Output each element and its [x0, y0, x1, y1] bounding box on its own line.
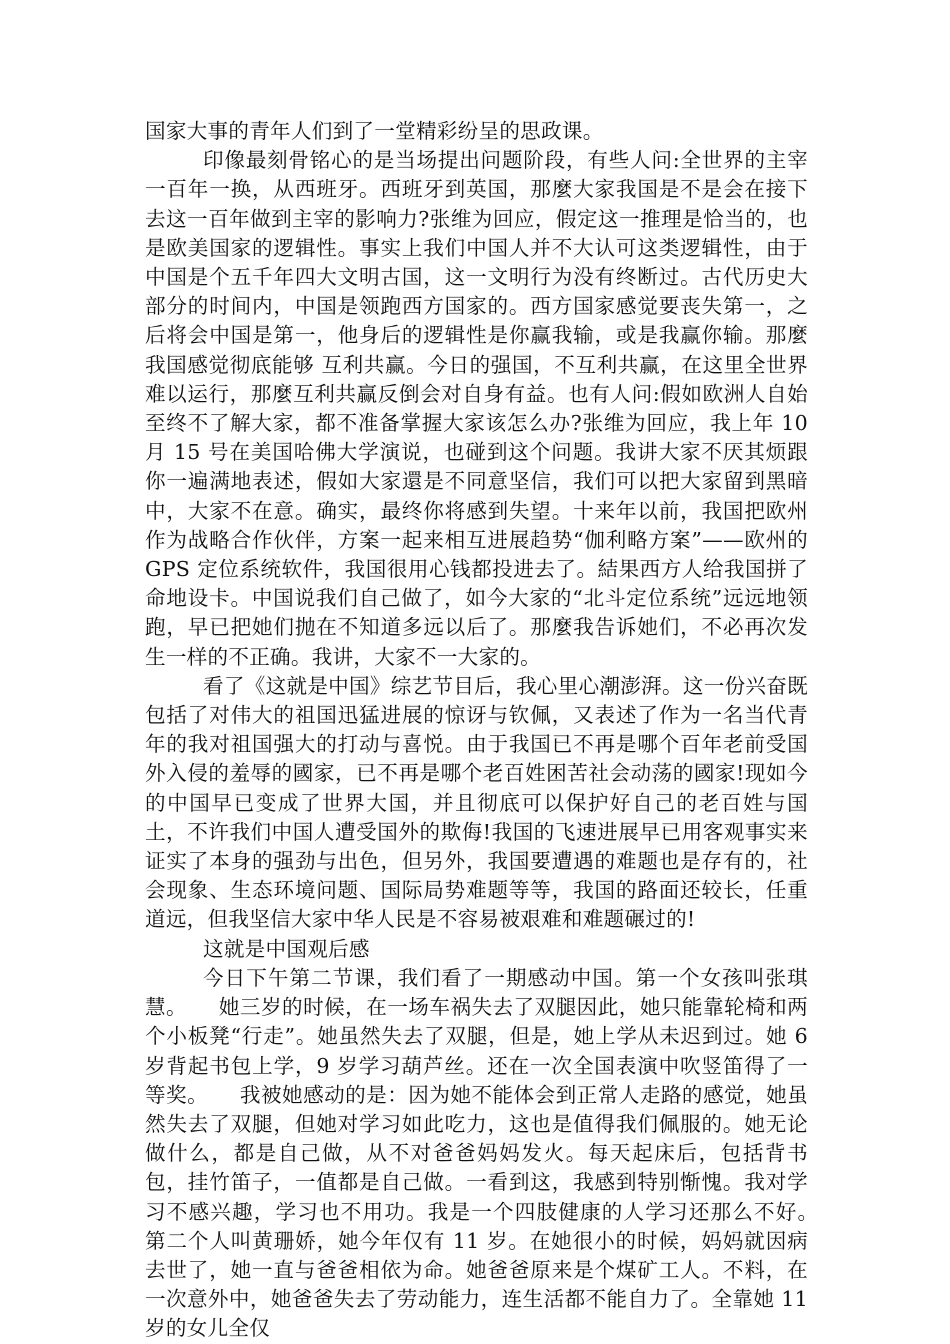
paragraph-qa-session: 印像最刻骨铭心的是当场提出问题阶段，有些人问:全世界的主宰一百年一换，从西班牙。西班牙到英国，那麼大家我国是不是会在接下去这一百年做到主宰的影响力?张维为回应，假定这一推理是恰当的，也是欧美国家的逻辑性。事实上我们中国人并不大认可这类逻辑性，由于中国是个五千年四大文明古国，这一文明行为没有终断过。古代历史大部分的时间内，中国是领跑西方国家的。西方国家感觉要丧失第一，之后将会中国是第一，他身后的逻辑性是你赢我输，或是我赢你输。那麼我国感觉彻底能够 互利共赢。今日的强国，不互利共赢，在这里全世界难以运行，那麼互利共赢反倒会对自身有益。也有人问:假如欧洲人自始至终不了解大家，都不准备掌握大家该怎么办?张维为回应，我上年 10 月 15 号在美国哈佛大学演说，也碰到这个问题。我讲大家不厌其烦跟你一遍满地表述，假如大家還是不同意坚信，我们可以把大家留到黑暗中，大家不在意。确实，最终你将感到失望。十来年以前，我国把欧州作为战略合作伙伴，方案一起来相互进展趋势“伽利略方案”——欧州的 GPS 定位系统软件，我国很用心钱都投进去了。結果西方人给我国拼了命地设卡。中国说我们自己做了，如今大家的“北斗定位系统”远远地领跑，早已把她们抛在不知道多远以后了。那麼我告诉她们，不必再次发生一样的不正确。我讲，大家不一大家的。 — [145, 148, 808, 669]
section-heading: 这就是中国观后感 — [203, 936, 370, 961]
paragraph-reflection: 看了《这就是中国》综艺节目后，我心里心潮澎湃。这一份兴奋既包括了对伟大的祖国迅猛进展的惊讶与钦佩，又表述了作为一名当代青年的我对祖国强大的打动与喜悦。由于我国已不再是哪个百年老前受国外入侵的羞辱的國家，已不再是哪个老百姓困苦社会动荡的國家!现如今的中国早已变成了世界大国，并且彻底可以保护好自己的老百姓与国土，不许我们中国人遭受国外的欺侮!我国的飞速进展早已用客观事实来证实了本身的强劲与出色，但另外，我国要遭遇的难题也是存有的，社会现象、生态环境问题、国际局势难题等等，我国的路面还较长，任重道远，但我坚信大家中华人民是不容易被艰难和难题碾过的! — [145, 673, 808, 932]
paragraph-continuation: 国家大事的青年人们到了一堂精彩纷呈的思政课。 — [145, 119, 604, 143]
document-body — [145, 117, 829, 1344]
paragraph-touching-china: 今日下午第二节课，我们看了一期感动中国。第一个女孩叫张琪慧。 她三岁的时候，在一场车祸失去了双腿因此，她只能靠轮椅和两个小板凳“行走”。她虽然失去了双腿，但是，她上学从未迟到过。她 6 岁背起书包上学，9 岁学习葫芦丝。还在一次全国表演中吹竖笛得了一等奖。 我被她感动的是：因为她不能体会到正常人走路的感觉，她虽然失去了双腿，但她对学习如此吃力，这也是值得我们佩服的。她无论做什么，都是自己做，从不对爸爸妈妈发火。每天起床后，包括背书包，挂竹笛子，一值都是自己做。一看到这，我感到特别惭愧。我对学习不感兴趣，学习也不用功。我是一个四肢健康的人学习还那么不好。 第二个人叫黄珊娇，她今年仅有 11 岁。在她很小的时候，妈妈就因病去世了，她一直与爸爸相依为命。她爸爸原来是个煤矿工人。不料，在一次意外中，她爸爸失去了劳动能力，连生活都不能自力了。全靠她 11 岁的女儿全仅 — [145, 965, 829, 1341]
